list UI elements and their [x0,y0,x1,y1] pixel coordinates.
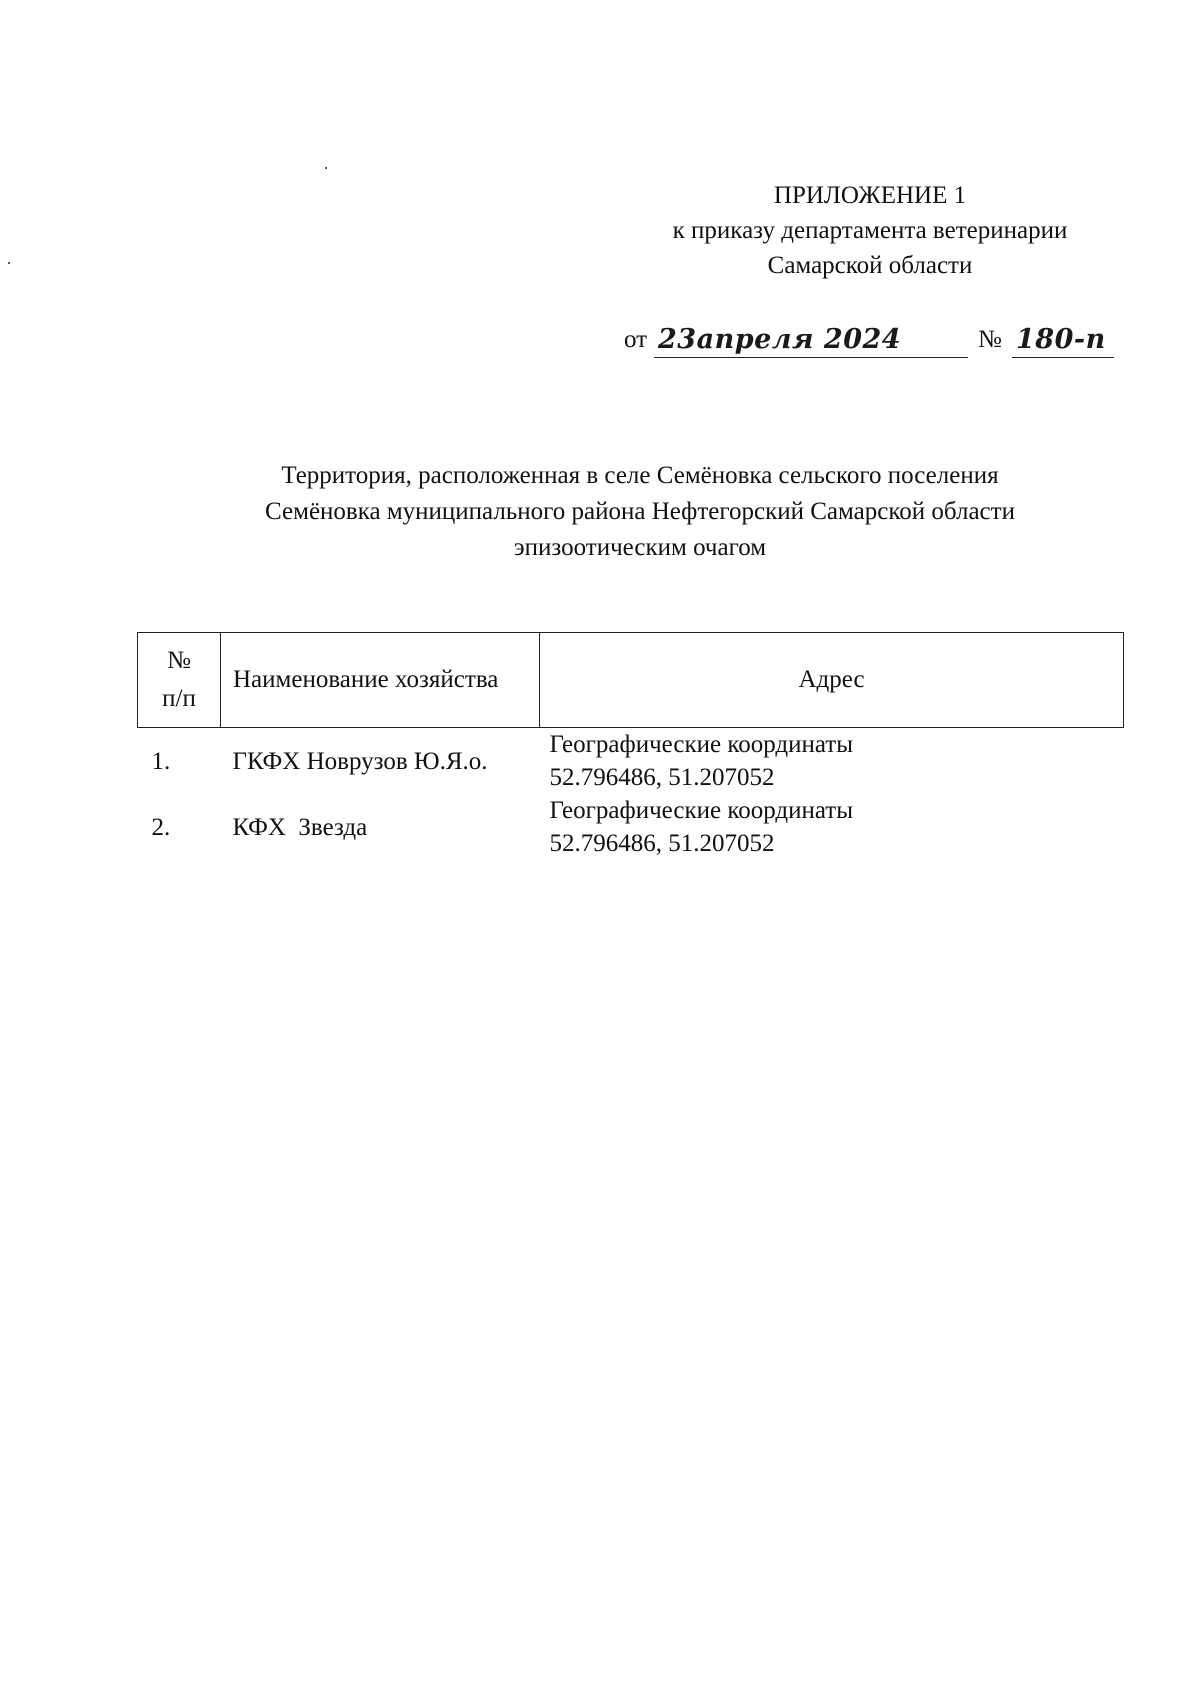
order-reference [624,318,1124,358]
table-row [138,728,1124,795]
scan-speck [325,167,327,169]
appendix-line-3: Самарской области [767,252,973,279]
table-header-row [138,633,1124,728]
row-number: 2. [151,813,171,841]
row-address [540,794,1124,860]
row-farm-name: КФХ Звезда [232,813,368,841]
heading-line-3: эпизоотическим очагом [513,534,767,561]
row-address-label: Географические координаты [549,797,854,824]
document-heading [150,458,1130,566]
row-farm-name: ГКФХ Новрузов Ю.Я.о. [232,747,488,775]
order-date-field [654,317,968,358]
order-number-label: № [978,326,1002,353]
row-address-coordinates: 52.796486, 51.207052 [549,764,775,791]
appendix-line-2: к приказу департамента ветеринарии [672,217,1068,244]
table-row [138,794,1124,860]
heading-line-1: Территория, расположенная в селе Семёновка сельского поселения [281,462,999,489]
row-number: 1. [151,747,171,775]
appendix-header [620,178,1120,283]
column-header-number-abbr: п/п [162,685,196,712]
column-header-number-symbol: № [167,647,191,674]
order-date-handwritten: 23апреля 2024 [658,324,902,355]
row-address [540,728,1124,795]
column-header-number [138,633,221,728]
farms-table [137,632,1124,860]
heading-line-2: Семёновка муниципального района Нефтегорский Самарской области [265,498,1015,525]
column-header-name: Наименование хозяйства [221,633,540,728]
order-number-handwritten: 180-п [1016,324,1106,355]
row-address-coordinates: 52.796486, 51.207052 [549,830,775,857]
scan-speck [8,262,10,264]
row-address-label: Географические координаты [549,731,854,758]
column-header-address: Адрес [540,633,1124,728]
appendix-title: ПРИЛОЖЕНИЕ 1 [773,182,967,209]
order-from-label: от [624,326,648,353]
order-number-field [1012,317,1114,358]
